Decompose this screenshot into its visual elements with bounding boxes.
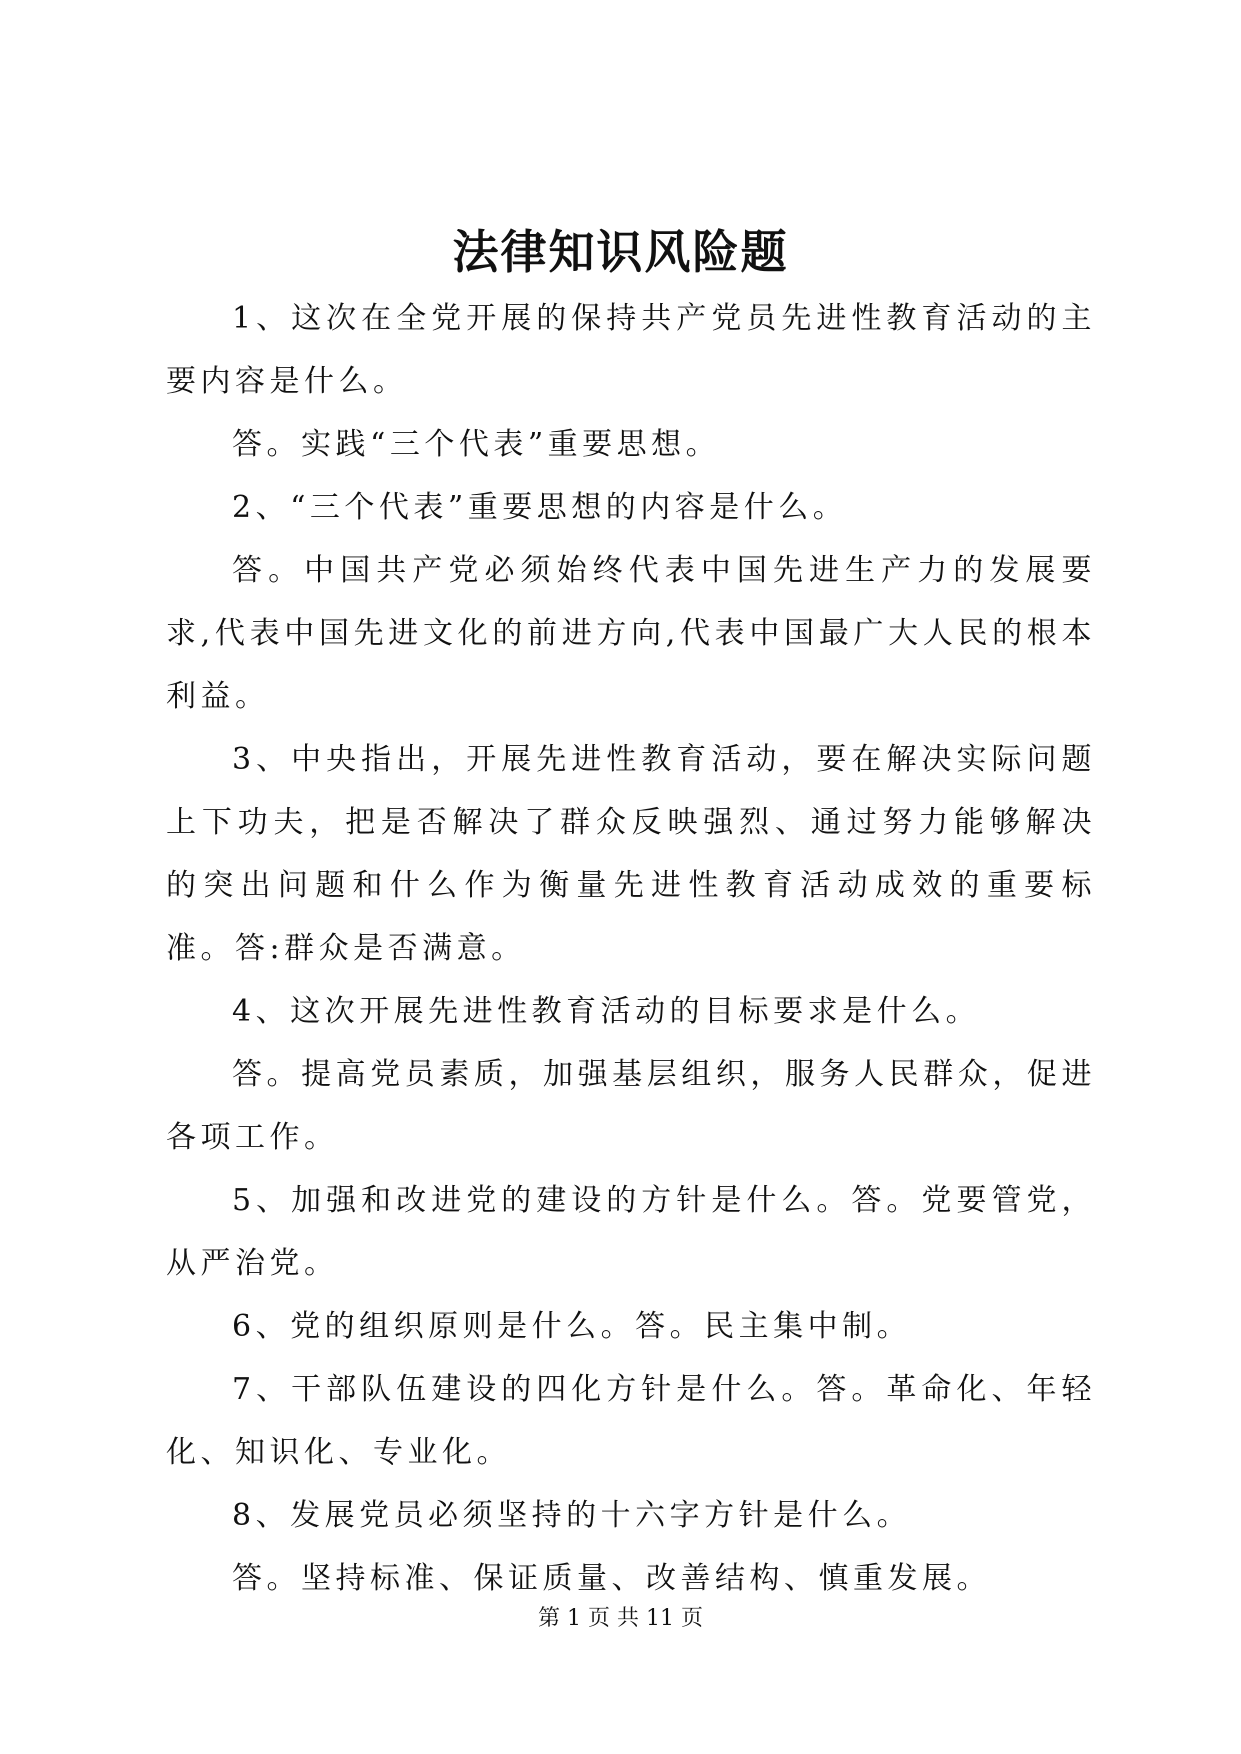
paragraph-q6: 6、党的组织原则是什么。答。民主集中制。 [232,1309,912,1344]
paragraph-q7: 7、干部队伍建设的四化方针是什么。答。革命化、年轻化、知识化、专业化。 [166,1372,1096,1470]
paragraph-a8: 答。坚持标准、保证质量、改善结构、慎重发展。 [232,1561,991,1596]
paragraph-q8: 8、发展党员必须坚持的十六字方针是什么。 [232,1498,912,1533]
paragraph-q3: 3、中央指出，开展先进性教育活动，要在解决实际问题上下功夫，把是否解决了群众反映强烈、通过努力能够解决的突出问题和什么作为衡量先进性教育活动成效的重要标准。答:群众是否满意。 [166,742,1096,966]
paragraph-q5: 5、加强和改进党的建设的方针是什么。答。党要管党，从严治党。 [166,1183,1096,1281]
page-title: 法律知识风险题 [452,225,789,279]
page-footer: 第 1 页 共 11 页 [538,1606,703,1631]
paragraph-a1: 答。实践“三个代表”重要思想。 [232,427,721,462]
document-body [166,287,1096,1610]
paragraph-q4: 4、这次开展先进性教育活动的目标要求是什么。 [232,994,981,1029]
paragraph-a2: 答。中国共产党必须始终代表中国先进生产力的发展要求,代表中国先进文化的前进方向,代表中国最广大人民的根本利益。 [166,553,1096,714]
paragraph-a4: 答。提高党员素质，加强基层组织，服务人民群众，促进各项工作。 [166,1057,1096,1155]
paragraph-q2: 2、“三个代表”重要思想的内容是什么。 [232,490,848,525]
paragraph-q1: 1、这次在全党开展的保持共产党员先进性教育活动的主要内容是什么。 [166,301,1096,399]
